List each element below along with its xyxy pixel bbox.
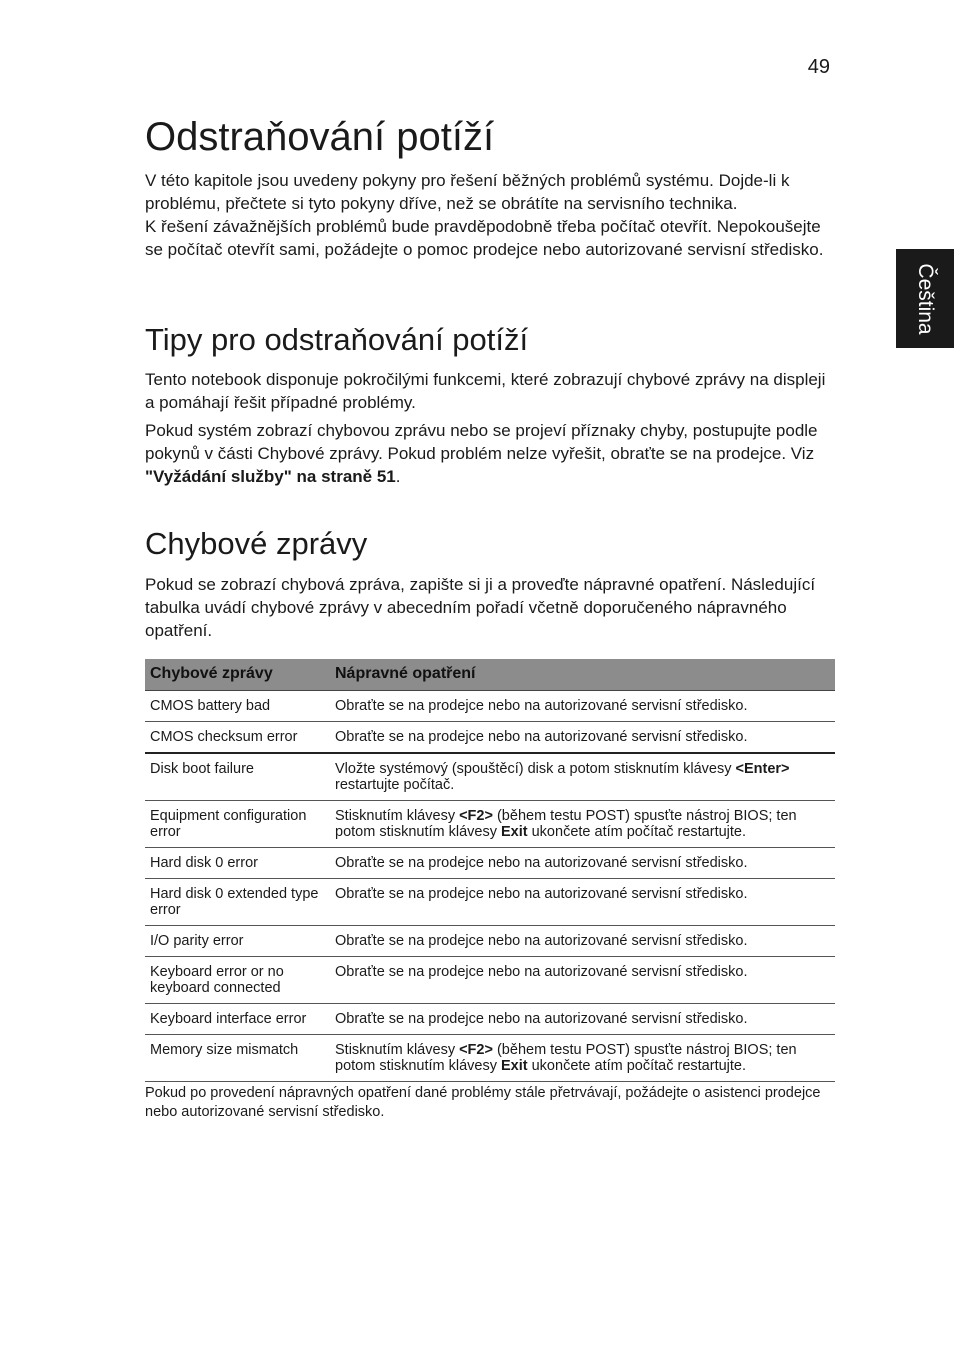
errors-intro-paragraph: Pokud se zobrazí chybová zpráva, zapište si ji a proveďte nápravné opatření. Následující tabulka uvádí chybové zprávy v abecedním pořadí včetně doporučeného nápravného opatření. [145,575,816,640]
action-text: (během testu POST) spusťte nástroj BIOS; ten potom stisknutím klávesy [335,1042,797,1074]
error-message: CMOS battery bad [145,691,330,722]
service-reference-link[interactable]: "Vyžádání služby" na straně 51 [145,467,396,486]
key-f2: <F2> [459,1042,493,1058]
error-message: Keyboard interface error [145,1004,330,1035]
corrective-action: Obraťte se na prodejce nebo na autorizované servisní středisko. [330,722,835,754]
error-message: I/O parity error [145,926,330,957]
error-message: Hard disk 0 error [145,848,330,879]
table-row [145,691,835,722]
header-corrective-action: Nápravné opatření [330,659,835,691]
table-row [145,848,835,879]
table-row [145,1035,835,1082]
tips-paragraph-2-text: Pokud systém zobrazí chybovou zprávu nebo se projeví příznaky chyby, postupujte podle pokynů v části Chybové zprávy. Pokud problém nelze vyřešit, obraťte se na prodejce. Viz [145,421,818,463]
error-message: Disk boot failure [145,753,330,801]
page-number: 49 [807,56,830,78]
action-text: ukončete atím počítač restartujte. [527,1058,747,1074]
intro-paragraph-2: K řešení závažnějších problémů bude pravděpodobně třeba počítač otevřít. Nepokoušejte se počítač otevřít sami, požádejte o pomoc prodejce nebo autorizované servisní středisko. [145,217,824,259]
table-row [145,1004,835,1035]
corrective-action [330,1035,835,1082]
language-tab-label: Čeština [914,262,937,335]
tips-paragraph-2 [145,419,835,488]
errors-intro [145,573,835,642]
corrective-action: Obraťte se na prodejce nebo na autorizované servisní středisko. [330,957,835,1004]
intro-paragraph-1: V této kapitole jsou uvedeny pokyny pro řešení běžných problémů systému. Dojde-li k problému, přečtete si tyto pokyny dříve, než se obrátíte na servisního technika. [145,171,790,213]
corrective-action: Obraťte se na prodejce nebo na autorizované servisní středisko. [330,848,835,879]
table-row [145,753,835,801]
header-error-message: Chybové zprávy [145,659,330,691]
corrective-action: Obraťte se na prodejce nebo na autorizované servisní středisko. [330,691,835,722]
tips-section [145,368,835,488]
corrective-action [330,801,835,848]
action-text: (během testu POST) spusťte nástroj BIOS; ten potom stisknutím klávesy [335,808,797,840]
error-message: Equipment configuration error [145,801,330,848]
key-exit: Exit [501,1058,528,1074]
language-tab [896,249,954,348]
table-row [145,879,835,926]
corrective-action: Obraťte se na prodejce nebo na autorizované servisní středisko. [330,926,835,957]
error-message: Keyboard error or no keyboard connected [145,957,330,1004]
table-row [145,926,835,957]
intro-section [145,169,835,261]
tips-heading: Tipy pro odstraňování potíží [145,322,529,357]
page-title: Odstraňování potíží [145,115,495,159]
error-message: Memory size mismatch [145,1035,330,1082]
errors-heading: Chybové zprávy [145,526,368,561]
table-header-row [145,659,835,691]
tips-paragraph-2-end: . [395,467,401,486]
action-text: restartujte počítač. [335,777,455,793]
key-f2: <F2> [459,808,493,824]
corrective-action: Obraťte se na prodejce nebo na autorizované servisní středisko. [330,1004,835,1035]
corrective-action [330,753,835,801]
tips-paragraph-1: Tento notebook disponuje pokročilými funkcemi, které zobrazují chybové zprávy na displeji a pomáhají řešit případné problémy. [145,370,826,412]
action-text: Stisknutím klávesy [335,1042,460,1058]
error-message: Hard disk 0 extended type error [145,879,330,926]
table-row [145,801,835,848]
error-message: CMOS checksum error [145,722,330,754]
table-row [145,957,835,1004]
action-text: ukončete atím počítač restartujte. [527,824,747,840]
error-messages-table [145,659,835,1082]
corrective-action: Obraťte se na prodejce nebo na autorizované servisní středisko. [330,879,835,926]
key-enter: <Enter> [735,761,790,777]
action-text: Vložte systémový (spouštěcí) disk a potom stisknutím klávesy [335,761,736,777]
key-exit: Exit [501,824,528,840]
table-row [145,722,835,754]
footer-note: Pokud po provedení nápravných opatření dané problémy stále přetrvávají, požádejte o asistenci prodejce nebo autorizované servisní středisko. [145,1085,821,1120]
action-text: Stisknutím klávesy [335,808,460,824]
